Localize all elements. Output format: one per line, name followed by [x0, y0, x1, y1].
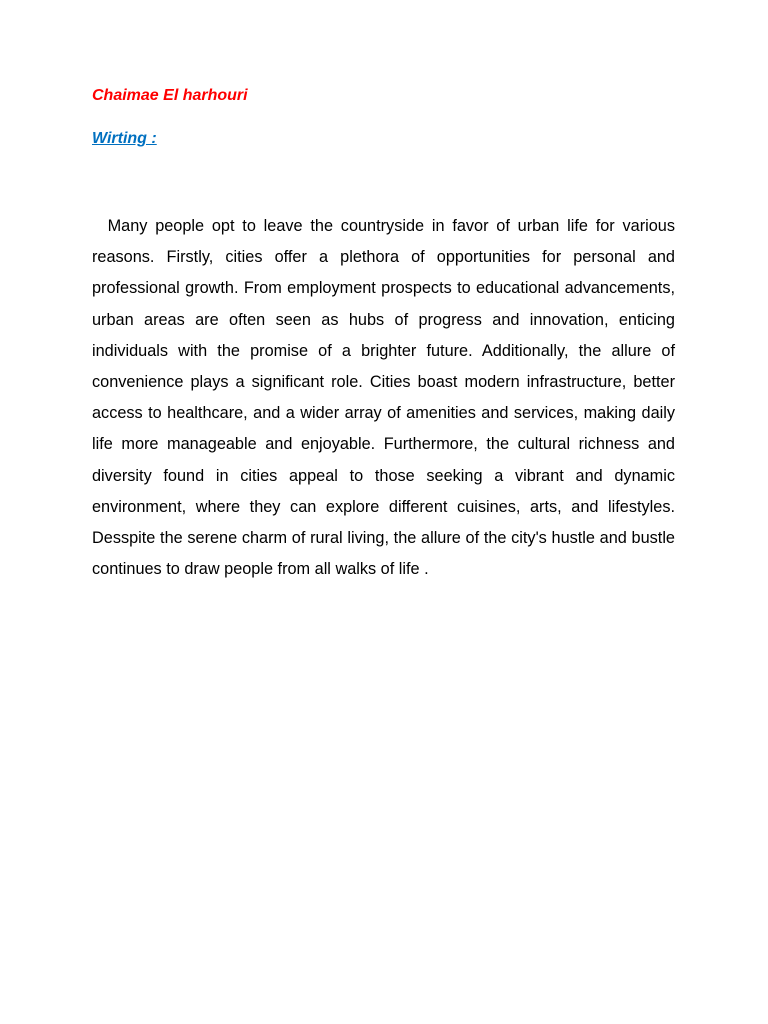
section-heading: Wirting : — [92, 130, 157, 147]
essay-paragraph: Many people opt to leave the countryside in favor of urban life for various reasons. Firstly, cities offer a plethora of opportunities for personal and professional growth. From employment prospects to educational advancements, urban areas are often seen as hubs of progress and innovation, enticing individuals with the promise of a brighter future. Additionally, the allure of convenience plays a significant role. Cities boast modern infrastructure, better access to healthcare, and a wider array of amenities and services, making daily life more manageable and enjoyable. Furthermore, the cultural richness and diversity found in cities appeal to those seeking a vibrant and dynamic environment, where they can explore different cuisines, arts, and lifestyles. Desspite the serene charm of rural living, the allure of the city's hustle and bustle continues to draw people from all walks of life . — [92, 217, 675, 579]
author-name: Chaimae El harhouri — [92, 87, 248, 104]
